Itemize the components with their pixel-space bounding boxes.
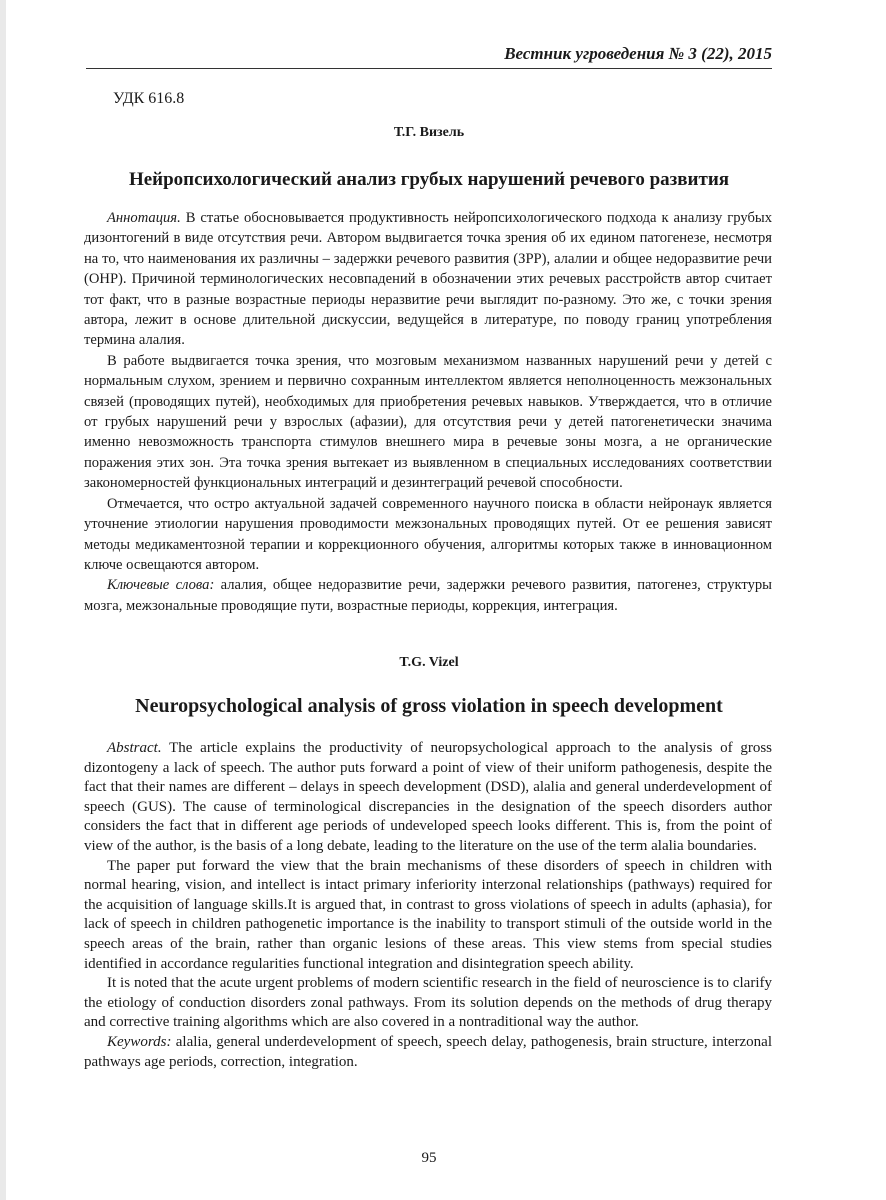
paragraph-text: The paper put forward the view that the brain mechanisms of these disorders of speech in children with normal hearing, vision, and intellect is intact primary inferiority interzonal relationships (pathways) required for the acquisition of language skills.It is argued that, in contrast to gross violations of speech in adults (aphasia), for lack of speech in children pathogenetic importance is the inability to transport stimuli of the outside world in the speech areas of the brain, rather than organic lesions of these areas. This view stems from special studies identified in accordance regularities functional integration and disintegration speech ability. (84, 857, 772, 972)
body-paragraph (84, 974, 772, 1033)
journal-header: Вестник угроведения № 3 (22), 2015 (504, 44, 772, 63)
paragraph-text: В работе выдвигается точка зрения, что мозговым механизмом названных нарушений речи у детей с нормальным слухом, зрением и первично сохранным интеллектом является неполноценность межзональных связей (проводящих путей), необходимых для приобретения речевых навыков. Утверждается, что в отличие от грубых нарушений речи у взрослых (афазии), для отсутствия речи у детей патогенетически значима именно невозможность транспорта стимулов внешнего мира в речевые зоны мозга, а не органические поражения этих зон. Эта точка зрения вытекает из выявленном в специальных исследованиях соответствии закономерностей функциональных интеграций и дезинтеграций речевой способности. (84, 352, 772, 492)
body-paragraph (84, 857, 772, 975)
keywords-label: Ключевые слова: (107, 577, 215, 594)
annotation-label: Аннотация. (107, 210, 181, 226)
abstract-text: The article explains the productivity of neuropsychological approach to the analysis of gross dizontogeny a lack of speech. The author puts forward a point of view of their uniform pathogenesis, despite the fact that their names are different – delays in speech development (DSD), alalia and general underdevelopment of speech (GUS). The cause of terminological discrepancies in the designation of the speech disorders author considers the fact that in different age periods of undeveloped speech looks different. This is, from the point of view of the author, is the basis of a long debate, leading to the literature on the use of the term alalia boundaries. (84, 740, 772, 854)
abstract-label: Abstract. (107, 740, 162, 756)
page-number: 95 (421, 1150, 437, 1166)
annotation-text: В статье обосновывается продуктивность нейропсихологического подхода к анализу грубых дизонтогений в виде отсутствия речи. Автором выдвигается точка зрения об их едином патогенезе, несмотря на то, что наименования их различны – задержки речевого развития (ЗРР), алалии и общее недоразвитие речи (ОНР). Причиной терминологических несовпадений в обозначении этих речевых расстройств автор считает тот факт, что в разные возрастные периоды неразвитие речи выглядит по-разному. Это же, с точки зрения автора, лежит в основе длительной дискуссии, ведущейся в литературе, по поводу границ употребления термина алалия. (84, 210, 772, 349)
keywords-paragraph (84, 1033, 772, 1072)
abstract-english (84, 739, 772, 1072)
keywords-text: alalia, general underdevelopment of speech, speech delay, pathogenesis, brain structure, interzonal pathways age periods, correction, integration. (84, 1033, 772, 1070)
author-russian: Т.Г. Визель (393, 125, 465, 140)
title-russian: Нейропсихологический анализ грубых нарушений речевого развития (128, 169, 730, 190)
page-edge-shadow (0, 0, 6, 1200)
body-paragraph (84, 494, 772, 576)
keywords-paragraph (84, 575, 772, 616)
body-paragraph (84, 351, 772, 494)
abstract-paragraph (84, 739, 772, 857)
abstract-russian (84, 208, 772, 616)
annotation-paragraph (84, 208, 772, 351)
keywords-label: Keywords: (107, 1033, 172, 1050)
author-english: T.G. Vizel (399, 655, 459, 670)
keywords-text: алалия, общее недоразвитие речи, задержки речевого развития, патогенез, структуры мозга, межзональные проводящие пути, возрастные периоды, коррекция, интеграция. (84, 577, 772, 614)
paragraph-text: Отмечается, что остро актуальной задачей современного научного поиска в области нейронаук является уточнение этиологии нарушения проводимости межзональных проводящих путей. От ее решения зависят методы медикаментозной терапии и коррекционного обучения, алгоритмы которых также в инновационном ключе освещаются автором. (84, 495, 772, 573)
header-rule (86, 68, 772, 69)
paragraph-text: It is noted that the acute urgent problems of modern scientific research in the field of neuroscience is to clarify the etiology of conduction disorders zonal pathways. From its solution depends on the methods of drug therapy and corrective training algorithms which are also covered in a nontraditional way the author. (84, 975, 772, 1031)
title-english: Neuropsychological analysis of gross violation in speech development (135, 695, 723, 717)
udk-code: УДК 616.8 (113, 90, 185, 107)
